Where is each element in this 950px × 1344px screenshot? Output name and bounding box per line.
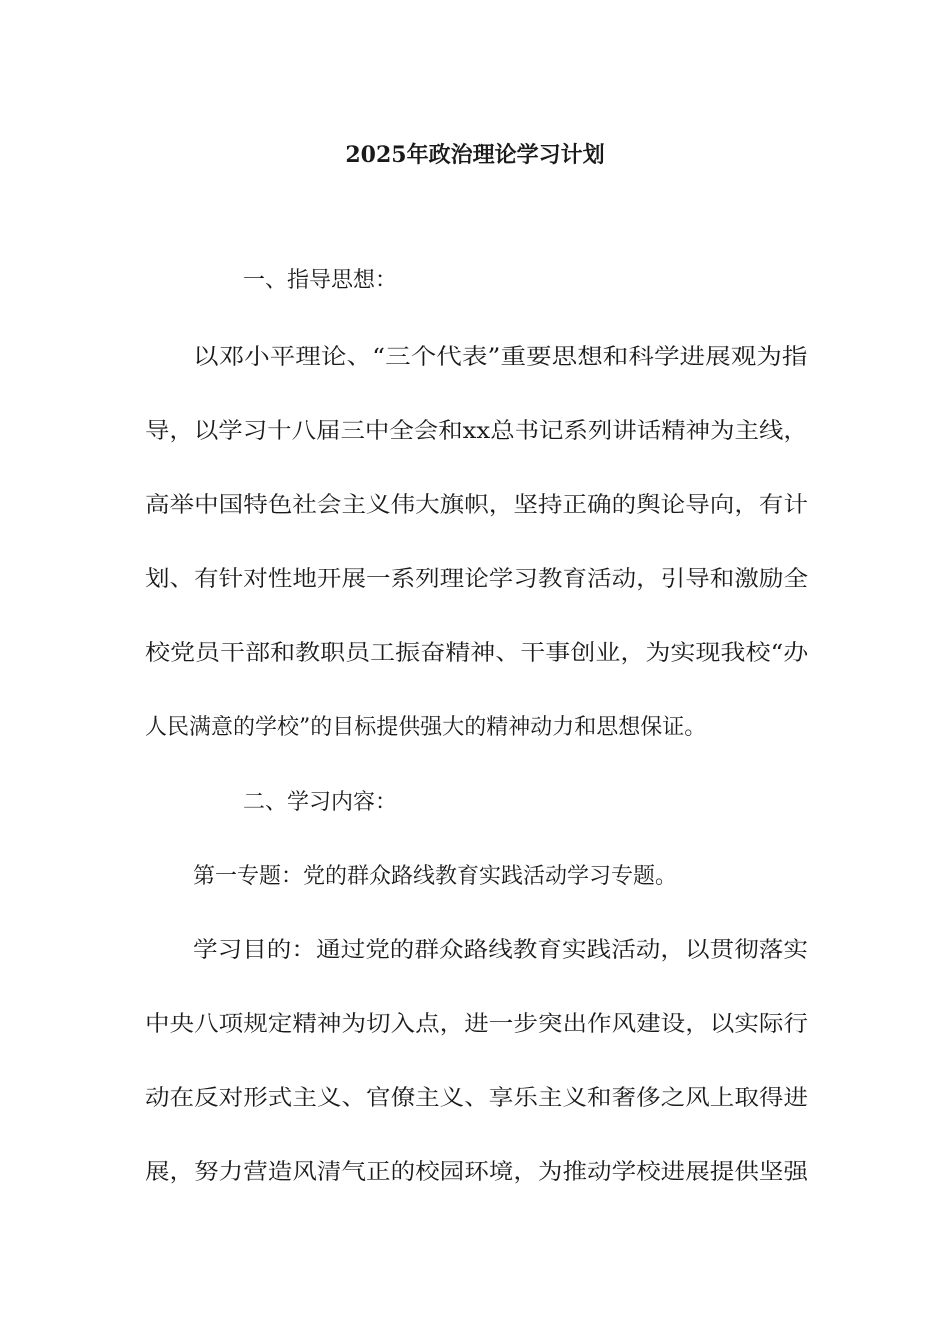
section-heading-guiding-thought: 一、指导思想： xyxy=(243,268,398,293)
topic-line: 第一专题：党的群众路线教育实践活动学习专题。 xyxy=(193,864,678,889)
paragraph-line: 动在反对形式主义、官僚主义、享乐主义和奢侈之风上取得进 xyxy=(145,1086,809,1111)
paragraph-line: 以邓小平理论、“三个代表”重要思想和科学进展观为指 xyxy=(193,345,808,370)
paragraph-line: 人民满意的学校”的目标提供强大的精神动力和思想保证。 xyxy=(145,715,707,740)
paragraph-line: 高举中国特色社会主义伟大旗帜，坚持正确的舆论导向，有计 xyxy=(145,493,809,518)
section-heading-study-content: 二、学习内容： xyxy=(243,790,398,815)
paragraph-line: 划、有针对性地开展一系列理论学习教育活动，引导和激励全 xyxy=(145,567,809,592)
paragraph-line: 学习目的：通过党的群众路线教育实践活动，以贯彻落实 xyxy=(193,938,809,963)
paragraph-line: 校党员干部和教职员工振奋精神、干事创业，为实现我校“办 xyxy=(145,641,809,666)
paragraph-line: 中央八项规定精神为切入点，进一步突出作风建设，以实际行 xyxy=(145,1012,809,1037)
document-title: 2025年政治理论学习计划 xyxy=(345,142,605,168)
paragraph-line: 展，努力营造风清气正的校园环境，为推动学校进展提供坚强 xyxy=(145,1160,809,1185)
paragraph-line: 导，以学习十八届三中全会和xx总书记系列讲话精神为主线， xyxy=(145,419,808,444)
